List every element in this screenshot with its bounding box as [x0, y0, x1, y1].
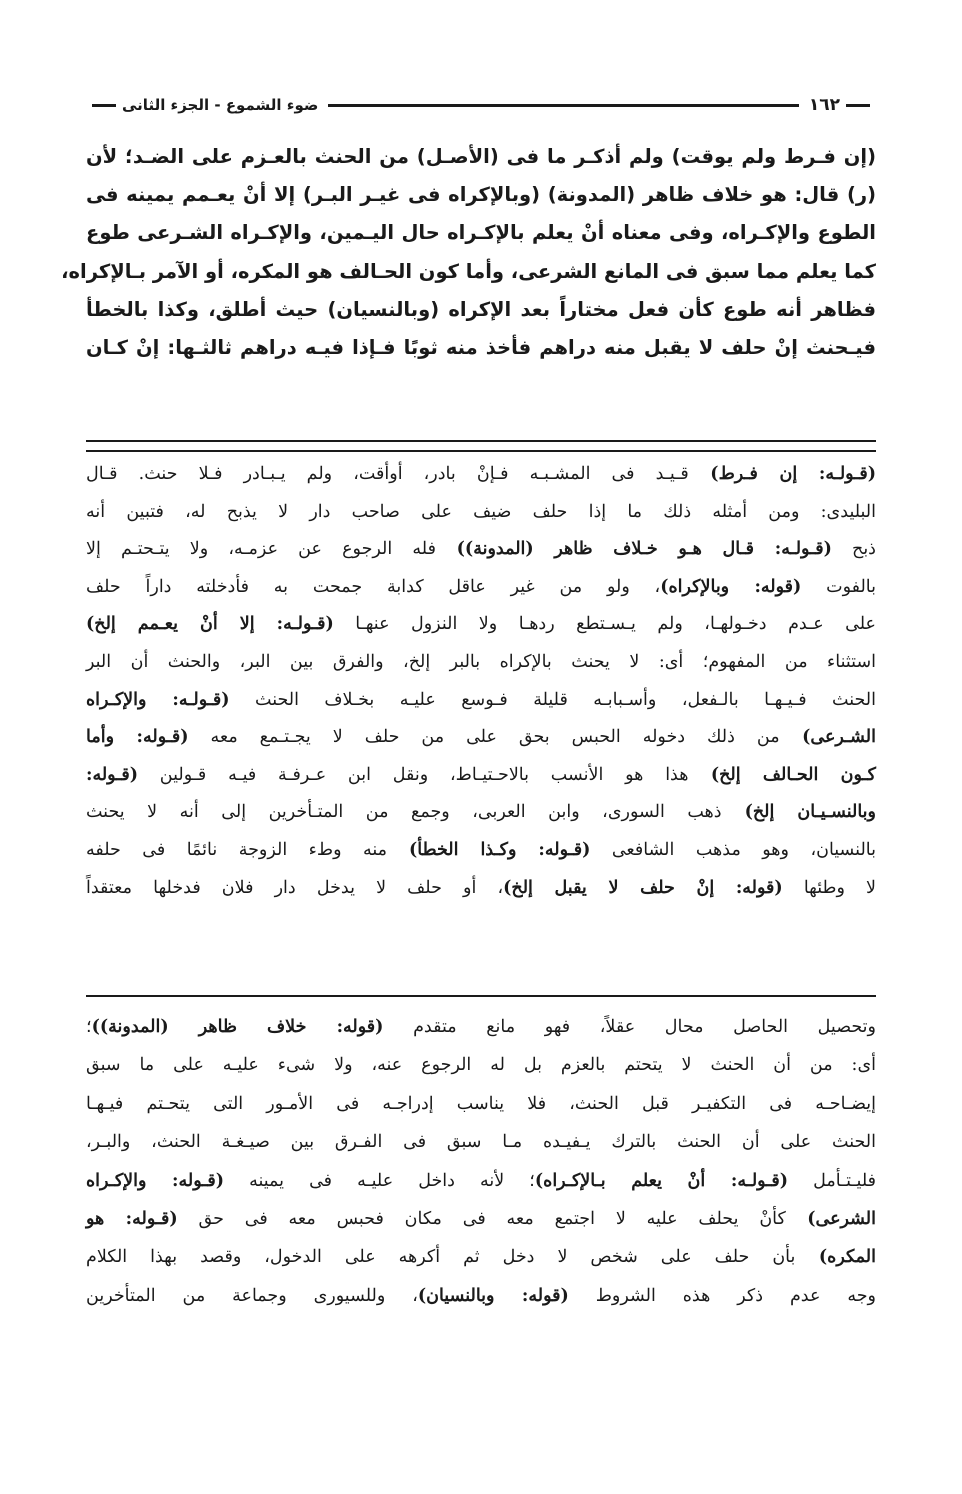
- commentary-bottom-block: [86, 1008, 876, 1315]
- commentary-line: [86, 569, 876, 607]
- commentary-text: أى: من أن الحنث لا يتحتم بالعزم بل له الرجوع عنه، ولا شىء عليـه على ما سبق: [86, 1055, 876, 1076]
- main-text-line: (ر) قال: هو خلاف ظاهر (المدونة) (وبالإكراه فى غيـر البـر) إلا أنْ يعـمم يمينه فى: [86, 183, 876, 207]
- commentary-quote: (قـولـه: قـال هـو خـلاف ظاهر (المدونة)): [435, 539, 832, 560]
- book-title: ضوء الشموع - الجزء الثانى: [122, 96, 319, 114]
- commentary-quote: (قوله: وبالإكراه): [660, 576, 802, 597]
- commentary-text: فليـتـأمل: [788, 1170, 877, 1191]
- main-text-line: فيـحنث إنْ حلف لا يقبل منه دراهم فأخذ منه ثوبًا فـإذا فيـه دراهم ثالثـها: إنْ كـان: [86, 336, 876, 360]
- commentary-line: [86, 719, 876, 757]
- commentary-text: منه وطء الزوجة نائمًا فى حلفه: [86, 839, 388, 860]
- commentary-quote: كـون الحـالف إلخ): [688, 764, 877, 785]
- main-text-block: [61, 138, 876, 367]
- commentary-text: ؛: [86, 1017, 92, 1037]
- commentary-text: الحنث على أن الحنث بالترك يـفيـده مـا سبق فى الفـرق بين صيـغـة الحنث، والبـر،: [86, 1132, 876, 1153]
- commentary-text: وجه عدم ذكر هذه الشروط: [568, 1285, 877, 1306]
- double-divider: [86, 440, 876, 452]
- commentary-line: [86, 606, 876, 644]
- header-dash-left: [92, 104, 116, 107]
- commentary-text: إيضـاحـه فى التكفيـر قبل الحنث، فلا يناسب إدراجـه فى الأمـور التى يتحـتم فيـهـا: [86, 1093, 876, 1114]
- commentary-text: استثناء من المفهوم؛ أى: لا يحنث بالإكراه بالبر إلخ، والفرق بين البر، والحنث أن البر: [86, 651, 876, 672]
- commentary-line: [86, 682, 876, 720]
- running-header: [86, 90, 876, 120]
- commentary-line: [86, 1085, 876, 1123]
- commentary-text: ، أو حلف لا يدخل دار فلان فدخلها معتقداً: [86, 877, 504, 898]
- main-text-line: الطوع والإكـراه، وفى معناه أنْ يعلم بالإكـراه حال اليـمين، والإكـراه الشـرعى طوع: [86, 221, 876, 245]
- commentary-text: ؛ لأنه داخل عليـه فى يمينه: [224, 1170, 535, 1191]
- commentary-line: [86, 1008, 876, 1046]
- commentary-quote: المكره): [795, 1247, 876, 1268]
- commentary-text: لا وطئها: [782, 877, 877, 898]
- commentary-line: [86, 870, 876, 908]
- commentary-line: [86, 644, 876, 682]
- commentary-line: [86, 1277, 876, 1315]
- commentary-line: [86, 1200, 876, 1238]
- main-text-line: فظاهر أنه طوع كأن فعل مختاراً بعد الإكراه (وبالنسيان) حيث أطلق، وكذا بالخطأ: [86, 297, 876, 321]
- commentary-quote: (قـولـه: والإكـراه: [86, 689, 230, 710]
- commentary-text: بأن حلف على شخص لا دخل ثم أكرهه على الدخول، وقصد بهذا الكلام: [86, 1247, 796, 1268]
- commentary-quote: الشرعى): [785, 1209, 876, 1230]
- commentary-text: كأنْ يحلف عليه لا اجتمع معه فى مكان فحبس معه فى حق: [177, 1209, 786, 1230]
- commentary-quote: (قـولـه: إلا أنْ يعـمم إلخ): [86, 614, 334, 635]
- commentary-line: [86, 794, 876, 832]
- commentary-text: بالنسيان، وهو مذهب الشافعى: [590, 839, 876, 860]
- commentary-line: [86, 757, 876, 795]
- commentary-quote: (قـولـه: إن فـرط): [688, 464, 876, 484]
- commentary-quote: وبالنسـيـان إلخ): [721, 802, 876, 823]
- commentary-quote: الشـرعى): [779, 727, 876, 748]
- commentary-text: هذا هو الأنسب بالاحـتيـاط، ونقل ابن عـرفـة فيـه قـولين: [138, 764, 689, 785]
- book-page: [61, 80, 877, 1420]
- commentary-line: [86, 531, 876, 569]
- commentary-text: ، ولو من غير عاقل كدابة جمحت به فأدخلته داراً حلف: [86, 576, 661, 597]
- commentary-line: [86, 494, 876, 532]
- commentary-line: [86, 1123, 876, 1161]
- commentary-quote: (قوله: وبالنسيان): [417, 1285, 569, 1306]
- header-rule: [328, 104, 799, 107]
- commentary-quote: (قـوله: وأما: [86, 727, 189, 748]
- commentary-quote: (قـوله: وكـذا الخطأ): [387, 839, 591, 860]
- main-text-line: كما يعلم مما سبق فى المانع الشرعى، وأما كون الحـالف هو المكره، أو الآمر بـالإكراه،: [61, 259, 876, 283]
- commentary-line: [86, 1162, 876, 1200]
- main-text-line: (إن فـرط ولم يوقت) ولم أذكـر ما فى (الأصـل) من الحنث بالعـزم على الضـد؛ لأن: [86, 145, 876, 168]
- commentary-text: الحنث فـيـهـا بالـفعل، وأسـبابـه قليلة فـوسع عليـه بخـلاف الحنث: [229, 689, 876, 710]
- page-number: ١٦٢: [808, 95, 840, 115]
- commentary-text: ، وللسيورى وجماعة من المتأخرين: [86, 1285, 418, 1306]
- commentary-quote: (قوله: خلاف ظاهر (المدونة)): [91, 1017, 384, 1037]
- commentary-text: البليدى: ومن أمثله ذلك ما إذا حلف ضيف على صاحب دار لا يذبح له، فتبين أنه: [86, 501, 876, 522]
- commentary-quote: (قـوله: هو: [86, 1209, 178, 1230]
- commentary-quote: (قـوله:: [86, 764, 138, 785]
- commentary-line: [86, 456, 876, 494]
- commentary-quote: (قـولـه: أنْ يعلم بـالإكـراه): [534, 1170, 788, 1191]
- single-divider: [86, 995, 876, 997]
- header-dash-right: [846, 104, 870, 107]
- commentary-text: من ذلك دخوله الحبس بحق على من حلف لا يجـتـمع معه: [188, 727, 780, 748]
- commentary-text: بالفوت: [801, 576, 876, 597]
- commentary-text: فله الرجوع عن عزمـه، ولا يتـحتـم إلا: [86, 539, 436, 560]
- commentary-text: على عـدم دخـولهـا، ولم يـسـتطع ردهـا ولا النزول عنهـا: [333, 614, 876, 635]
- commentary-line: [86, 1046, 876, 1084]
- commentary-quote: (قوله: إنْ حلف لا يقبل إلخ): [503, 877, 783, 898]
- commentary-line: [86, 832, 876, 870]
- commentary-text: ذبح: [831, 539, 876, 560]
- commentary-quote: (قـوله: والإكـراه: [86, 1170, 225, 1191]
- commentary-top-block: [86, 456, 876, 907]
- commentary-text: وتحصيل الحاصل محال عقلاً، فهو مانع متقدم: [383, 1017, 876, 1037]
- commentary-line: [86, 1238, 876, 1276]
- commentary-text: ذهب السورى، وابن العربى، وجمع من المتـأخرين إلى أنه لا يحنث: [86, 802, 722, 823]
- commentary-text: قـيـد فى المشـبـه فـإنْ بادر، أوأقت، ولم يـبـادر فـلا حنث. قـال: [86, 464, 689, 484]
